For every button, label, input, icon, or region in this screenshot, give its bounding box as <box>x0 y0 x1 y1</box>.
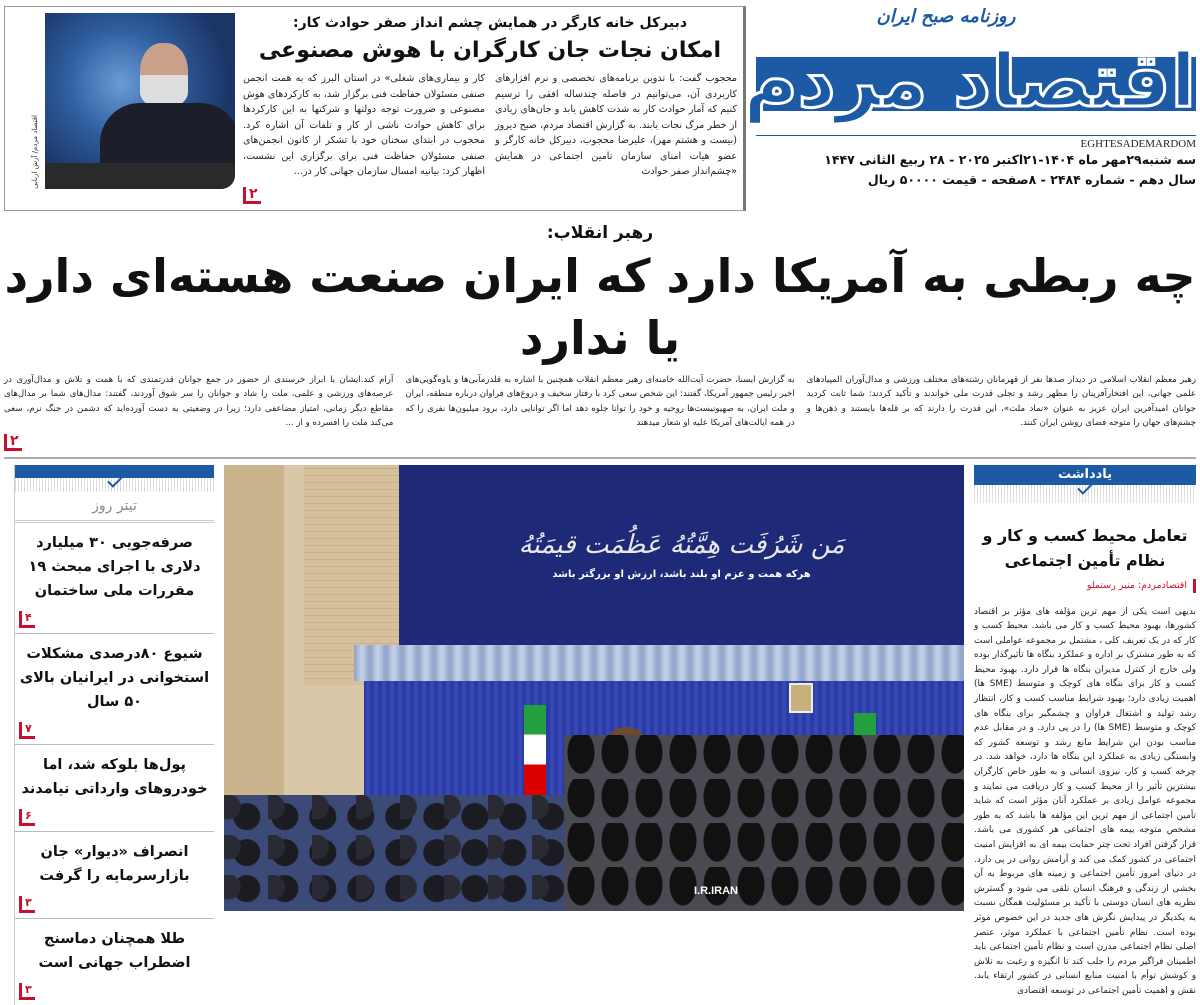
date-line: سه شنبه۲۹مهر ماه ۱۴۰۴-۲۱اکتبر ۲۰۲۵ - ۲۸ ربیع الثانی ۱۴۴۷ <box>824 152 1196 167</box>
latin-name: EGHTESADEMARDOM <box>756 135 1196 150</box>
page-ref[interactable]: ۳ <box>19 896 35 913</box>
newspaper-logo: اقتصاد مردم <box>743 38 1196 124</box>
banner-calligraphy: مَن شَرُفَت هِمَّتُهُ عَظُمَت قیمَتُهُ <box>518 529 845 560</box>
page-ref[interactable]: ۷ <box>19 722 35 739</box>
top-story-kicker: دبیرکل خانه کارگر در همایش چشم انداز صفر حوادث کار: <box>292 15 688 31</box>
shirt-text: I.R.IRAN <box>694 884 738 897</box>
page-ref[interactable]: ۳ <box>19 983 35 1000</box>
slogan: روزنامه صبح ایران <box>876 6 1016 27</box>
lead-para-left <box>4 373 393 451</box>
headlines-column <box>14 465 214 1005</box>
opinion-author: اقتصادمردم: منیر رستملو <box>974 579 1196 593</box>
photo-credit: اقتصاد مردم/ آرش اربابی <box>31 115 39 189</box>
photo-banner <box>399 465 964 645</box>
headline-item[interactable] <box>15 832 214 919</box>
top-story-text <box>243 13 737 204</box>
page-ref[interactable]: ۲ <box>4 434 22 451</box>
lead-kicker: رهبر انقلاب: <box>546 222 654 243</box>
section-header: یادداشت <box>974 465 1196 485</box>
section-label: تیتر روز <box>15 492 214 523</box>
top-story-col-right: محجوب گفت: با تدوین برنامه‌های تخصصی و نرم افزارهای کاربردی آن، می‌توانیم در فاصله چندساله افقی را ترسیم کنیم که آمار حوادث کار به شدت کاهش یابد و جان‌های زیادی از خطر مرگ نجات یابند. به گزارش اقتصاد مردم، صبح دیروز (بیست و هشتم مهر)، علیرضا محجوب، دبیرکل خانه کارگر و عضو هیات امنای سازمان تامین اجتماعی در همایش «چشم‌انداز صفر حوادث <box>495 73 737 177</box>
headline-text: پول‌ها بلوکه شد، اما خودروهای وارداتی نیامدند <box>21 756 208 797</box>
top-story-col-left: کار و بیماری‌های شغلی» در استان البرز که به همت انجمن صنفی مسئولان حفاظت فنی برگزار شد، به کارکردهای هوش مصنوعی و ضرورت توجه دولتها و شرکتها به این کارکردها برای کاهش حوادث ناشی از کار و تلفات آن اشاره کرد. محجوب در ابتدای سخنان خود با تشکر از کانون انجمن‌های صنفی مسئولان حفاظت فنی برای برگزاری این نشست، اظهار کرد: بیانیه امسال سازمان جهانی کار در... <box>243 73 485 177</box>
opinion-column <box>974 465 1196 999</box>
page-ref[interactable]: ۴ <box>19 611 35 628</box>
page-ref[interactable]: ۲ <box>243 187 261 204</box>
divider <box>4 457 1196 459</box>
lead-para-left-text: آرام کند.ایشان با ابراز خرسندی از حضور در جمع جوانان قدرتمندی که با همت و تلاش و مدال‌آوری در عرصه‌های ورزشی و علمی، ملت را شاد و جوانان را سر شوق آوردند، گفتند: مدال‌های شما بر مدال‌های مقاطع دیگر زمانی، امتیاز مضاعفی دارد؛ زیرا در وضعیتی به دست آوردەاید که دشمن در جنگ نرم، سعی می‌کند ملت را افسرده و از ... <box>4 374 394 428</box>
lead-para-middle: به گزارش ایسنا، حضرت آیت‌الله خامنه‌ای رهبر معظم انقلاب همچنین با اشاره به قلدرمآبی‌ها و یاوه‌گویی‌های اخیر رئیس جمهور آمریکا، گفتند: این شخص سعی کرد با رفتار سخیف و دروغ‌های فراوان درباره منطقه، ایران و ملت ایران، به صهیونیست‌ها روحیه و خود را توانا جلوه دهد اما اگر توانایی دارد، برود میلیون‌ها نفری را که در همه ایالت‌های آمریکا علیه او شعار میدهند <box>405 374 795 428</box>
page-ref[interactable]: ۶ <box>19 809 35 826</box>
headline-item[interactable] <box>15 745 214 832</box>
issue-line: سال دهم - شماره ۲۴۸۴ - ۸صفحه - قیمت ۵۰۰۰۰ ریال <box>867 172 1196 187</box>
top-story-photo <box>45 13 235 189</box>
opinion-title[interactable]: تعامل محیط کسب و کار و نظام تأمین اجتماعی <box>982 525 1188 570</box>
headline-text: صرفه‌جویی ۳۰ میلیارد دلاری با اجرای مبحث ۱۹ مقررات ملی ساختمان <box>28 534 201 599</box>
lead-para-right: رهبر معظم انقلاب اسلامی در دیدار صدها نفر از قهرمانان رشته‌های مختلف ورزشی و مدال‌آوران المپیادهای علمی جهانی، این افتخارآفرینان را مظهر رشد و تجلی قدرت ملی خواندند و تأکید کردند: شما ثابت کردید جوانان امیدآفرین ایران عزیز به عنوان «نماد ملت»، این قدرت را دارند که بر قله‌ها بایستند و ذهن‌ها و چشم‌های جهان را متوجه فضای روشن ایران کنند. <box>806 374 1196 428</box>
top-story-columns <box>243 71 737 180</box>
top-story-photo-area <box>11 13 235 189</box>
masthead <box>743 6 1196 190</box>
top-story-box <box>4 6 746 211</box>
banner-translation: هرکه همت و عزم او بلند باشد، ارزش او بزرگتر باشد <box>552 568 811 580</box>
headline-item[interactable] <box>15 523 214 634</box>
top-row <box>4 6 1196 211</box>
headline-text: انصراف «دیوار» جان بازارسرمایه را گرفت <box>39 843 190 884</box>
logo-band <box>743 27 1196 135</box>
headline-text: طلا همچنان دماسنج اضطراب جهانی است <box>38 930 191 971</box>
headline-text: شیوع ۸۰درصدی مشکلات استخوانی در ایرانیان بالای ۵۰ سال <box>19 645 210 710</box>
lead-headline[interactable]: چه ربطی به آمریکا دارد که ایران صنعت هسته‌ای دارد یا ندارد <box>4 248 1196 365</box>
flag-left <box>524 705 546 795</box>
headline-item[interactable] <box>15 634 214 745</box>
top-story-headline[interactable]: امکان نجات جان کارگران با هوش مصنوعی <box>258 38 722 63</box>
bottom-row <box>4 465 1196 1005</box>
opinion-body: بدیهی است یکی از مهم ترین مؤلفه های مؤثر بر اقتصاد کشورها، بهبود محیط کسب و کار می باشد. محیط کسب و کار که در یک تعریف کلی ، مشتمل بر مجموعه عواملی است که به طور مشترک بر اداره و عملکرد بنگاه ها تأثیرگذار بوده ولی خارج از کنترل مدیران بنگاه ها قرار دارد. بهبود محیط کسب و کار برای بنگاه های کوچک و متوسط (SME ها) اهمیت زیادی دارد؛ بهبود شرایط مناسب کسب و کار، انتظار رشد تولید و اشتغال فراوان و چشمگیر برای بنگاه های کوچک و متوسط (SME ها) را در پی دارد. و در مقابل عدم مناسب بودن این شرایط مانع رشد و توسعه کشور که وابستگی زیادی به عملکرد این بنگاه ها دارد، خواهد شد. در چرخه کسب و کار، نیروی انسانی و به طور خاص کارگران بیشترین تأثیر را از محیط کسب و کار دریافت می نمایند و مجموعه عوامل زیادی بر عملکرد آنان مؤثر است که شاید تأمین اجتماعی از مهم ترین این مؤلفه ها باشد که به طور مشخص متوجه بیمه های اجتماعی هر کشوری می باشد. قرار گرفتن افراد تحت چتر حمایت بیمه ای به افزایش امنیت اجتماعی در کشور کمک می کند و آرامش روانی در پی دارد. در دنیای امروز تأمین اجتماعی و زمینه های مربوط به آن بخشی از زندگی و فرهنگ انسان تلقی می شود و گسترش نظریه های انسان دوستی با تأکید بر مسئولیت همگان نسبت به یکدیگر در پیدایش نگرش های جدید در این خصوص موثر بوده است. نظام تأمین اجتماعی با عملکرد موثر، عنصر اصلی نظام اجتماعی مدرن است و نظام تأمین اجتماعی باید اطمینان فراگیر مردم را جلب کند تا انگیزه و رغبت به تلاش و کوشش توأم با امنیت منابع انسانی در کشور ارتقاء یابد. نقش و اهمیت تأمین اجتماعی در توسعه اقتصادی <box>974 606 1196 996</box>
lead-photo <box>224 465 964 911</box>
headline-item[interactable] <box>15 919 214 1005</box>
portrait-frame <box>789 683 813 713</box>
lead-paragraphs <box>4 373 1196 451</box>
